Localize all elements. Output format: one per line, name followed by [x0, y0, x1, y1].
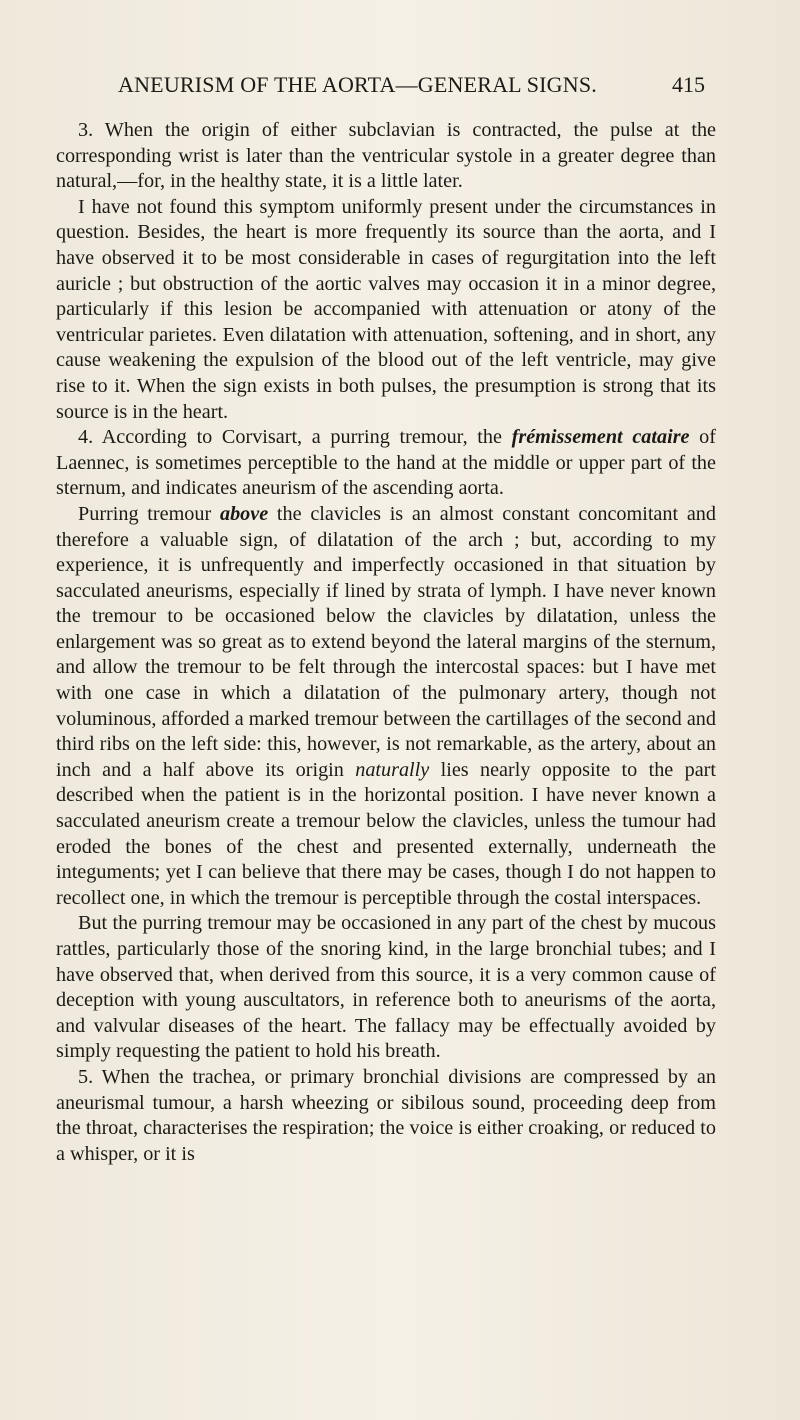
paragraph-purring-text-2: the clavicles is an almost constant concomitant and therefore a valuable sign, of dilatation of the arch ; but, according to my experience, it is unfrequently and imperfectly occasioned in that situation by sacculated aneurisms, especially if lined by strata of lymph. I have never known the tremour to be occasioned below the clavicles by dilatation, unless the enlargement was so great as to extend beyond the lateral margins of the sternum, and allow the tremour to be felt through the intercostal spaces: but I have met with one case in which a dilatation of the pulmonary artery, though not voluminous, afforded a marked tremour between the cartillages of the second and third ribs on the left side: this, however, is not remarkable, as the artery, about an inch and a half above its origin — [56, 502, 716, 781]
paragraph-corvisart-text-1: 4. According to Corvisart, a purring tremour, the — [78, 426, 512, 449]
page-number: 415 — [672, 72, 705, 97]
above-emphasis: above — [219, 502, 269, 525]
paragraph-purring-tremour — [56, 502, 716, 912]
naturally-emphasis: naturally — [355, 758, 430, 781]
paragraph-trachea-compression: 5. When the trachea, or primary bronchial divisions are compressed by an aneurismal tumour, a harsh wheezing or sibilous sound, proceeding deep from the throat, characterises the respiration; the voice is either croaking, or reduced to a whisper, or it is — [56, 1065, 716, 1165]
paragraph-purring-text-1: Purring tremour — [78, 502, 220, 525]
paragraph-purring-text-3: lies nearly opposite to the part described when the patient is in the horizontal position. I have never known a sacculated aneurism create a tremour below the clavicles, unless the tumour had eroded the bones of the chest and presented externally, underneath the integuments; yet I can believe that there may be cases, though I do not happen to recollect one, in which the tremour is perceptible through the costal interspaces. — [56, 758, 716, 909]
paragraph-mucous-rattles: But the purring tremour may be occasioned in any part of the chest by mucous rattles, particularly those of the snoring kind, in the large bronchial tubes; and I have observed that, when derived from this source, it is a very common cause of deception with young auscultators, in reference both to aneurisms of the aorta, and valvular diseases of the heart. The fallacy may be effectually avoided by simply requesting the patient to hold his breath. — [56, 912, 716, 1063]
paragraph-corvisart-text-2: of Laennec, is sometimes perceptible to the hand at the middle or upper part of the sternum, and indicates aneurism of the ascending aorta. — [56, 426, 716, 500]
paragraph-subclavian-pulse: 3. When the origin of either subclavian is contracted, the pulse at the corresponding wrist is later than the ventricular systole in a greater degree than natural,—for, in the healthy state, it is a little later. — [56, 119, 716, 193]
body-text — [56, 118, 716, 1167]
paragraph-corvisart-tremour — [56, 425, 716, 502]
running-title: ANEURISM OF THE AORTA—GENERAL SIGNS. — [118, 72, 597, 97]
paragraph-symptom-source: I have not found this symptom uniformly present under the circumstances in question. Besides, the heart is more frequently its source than the aorta, and I have observed it to be most considerable in cases of regurgitation into the left auricle ; but obstruction of the aortic valves may occasion it in a minor degree, particularly if this lesion be accompanied with attenuation or atony of the ventricular parietes. Even dilatation with attenuation, softening, and in short, any cause weakening the expulsion of the blood out of the left ventricle, may give rise to it. When the sign exists in both pulses, the presumption is strong that its source is in the heart. — [56, 195, 716, 423]
running-head — [0, 72, 800, 102]
fremissement-cataire-term: frémissement cataire — [511, 426, 690, 449]
